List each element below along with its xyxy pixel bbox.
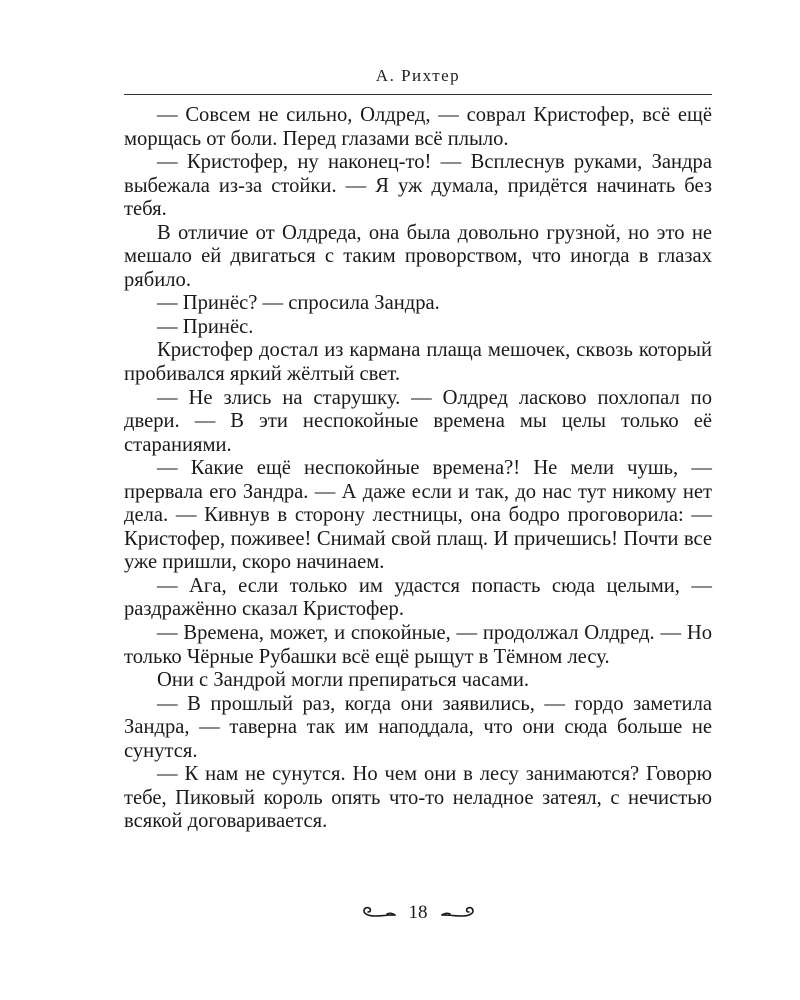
body-text bbox=[124, 104, 712, 834]
page-number: 18 bbox=[408, 902, 428, 923]
running-head-author: А. Рихтер bbox=[375, 66, 461, 85]
left-swirl-ornament-icon bbox=[361, 904, 397, 922]
paragraph: — В прошлый раз, когда они заявились, — гордо заметила Зандра, — таверна так им наподдала, что они сюда больше не сунутся. bbox=[124, 692, 712, 762]
paragraph: — Принёс. bbox=[157, 315, 254, 338]
paragraph: — Какие ещё неспокойные времена?! Не мели чушь, — прервала его Зандра. — А даже если и так, до нас тут никому нет дела. — Кивнув в сторону лестницы, она бодро проговорила: — Кристофер, поживее! Снимай свой плащ. И причешись! Почти все уже пришли, скоро начинаем. bbox=[124, 457, 712, 574]
paragraph: В отличие от Олдреда, она была довольно грузной, но это не мешало ей двигаться с таким проворством, что иногда в глазах рябило. bbox=[124, 221, 712, 291]
paragraph: Кристофер достал из кармана плаща мешочек, сквозь который пробивался яркий жёлтый свет. bbox=[124, 339, 712, 386]
page-footer bbox=[124, 898, 712, 928]
right-swirl-ornament-icon bbox=[440, 904, 476, 922]
paragraph: — К нам не сунутся. Но чем они в лесу занимаются? Говорю тебе, Пиковый король опять что-то неладное затеял, с нечистью всякой договаривается. bbox=[124, 763, 712, 833]
paragraph: — Не злись на старушку. — Олдред ласково похлопал по двери. — В эти неспокойные времена мы целы только её стараниями. bbox=[124, 386, 712, 456]
paragraph: — Принёс? — спросила Зандра. bbox=[157, 292, 440, 315]
paragraph: Они с Зандрой могли препираться часами. bbox=[157, 669, 530, 692]
paragraph: — Кристофер, ну наконец-то! — Всплеснув руками, Зандра выбежала из-за стойки. — Я уж думала, придётся начинать без тебя. bbox=[124, 151, 712, 221]
header-rule bbox=[124, 94, 712, 95]
paragraph: — Ага, если только им удастся попасть сюда целыми, — раздражённо сказал Кристофер. bbox=[124, 574, 712, 621]
paragraph: — Времена, может, и спокойные, — продолжал Олдред. — Но только Чёрные Рубашки всё ещё рыщут в Тёмном лесу. bbox=[124, 622, 712, 668]
paragraph: — Совсем не сильно, Олдред, — соврал Кристофер, всё ещё морщась от боли. Перед глазами всё плыло. bbox=[124, 104, 712, 150]
